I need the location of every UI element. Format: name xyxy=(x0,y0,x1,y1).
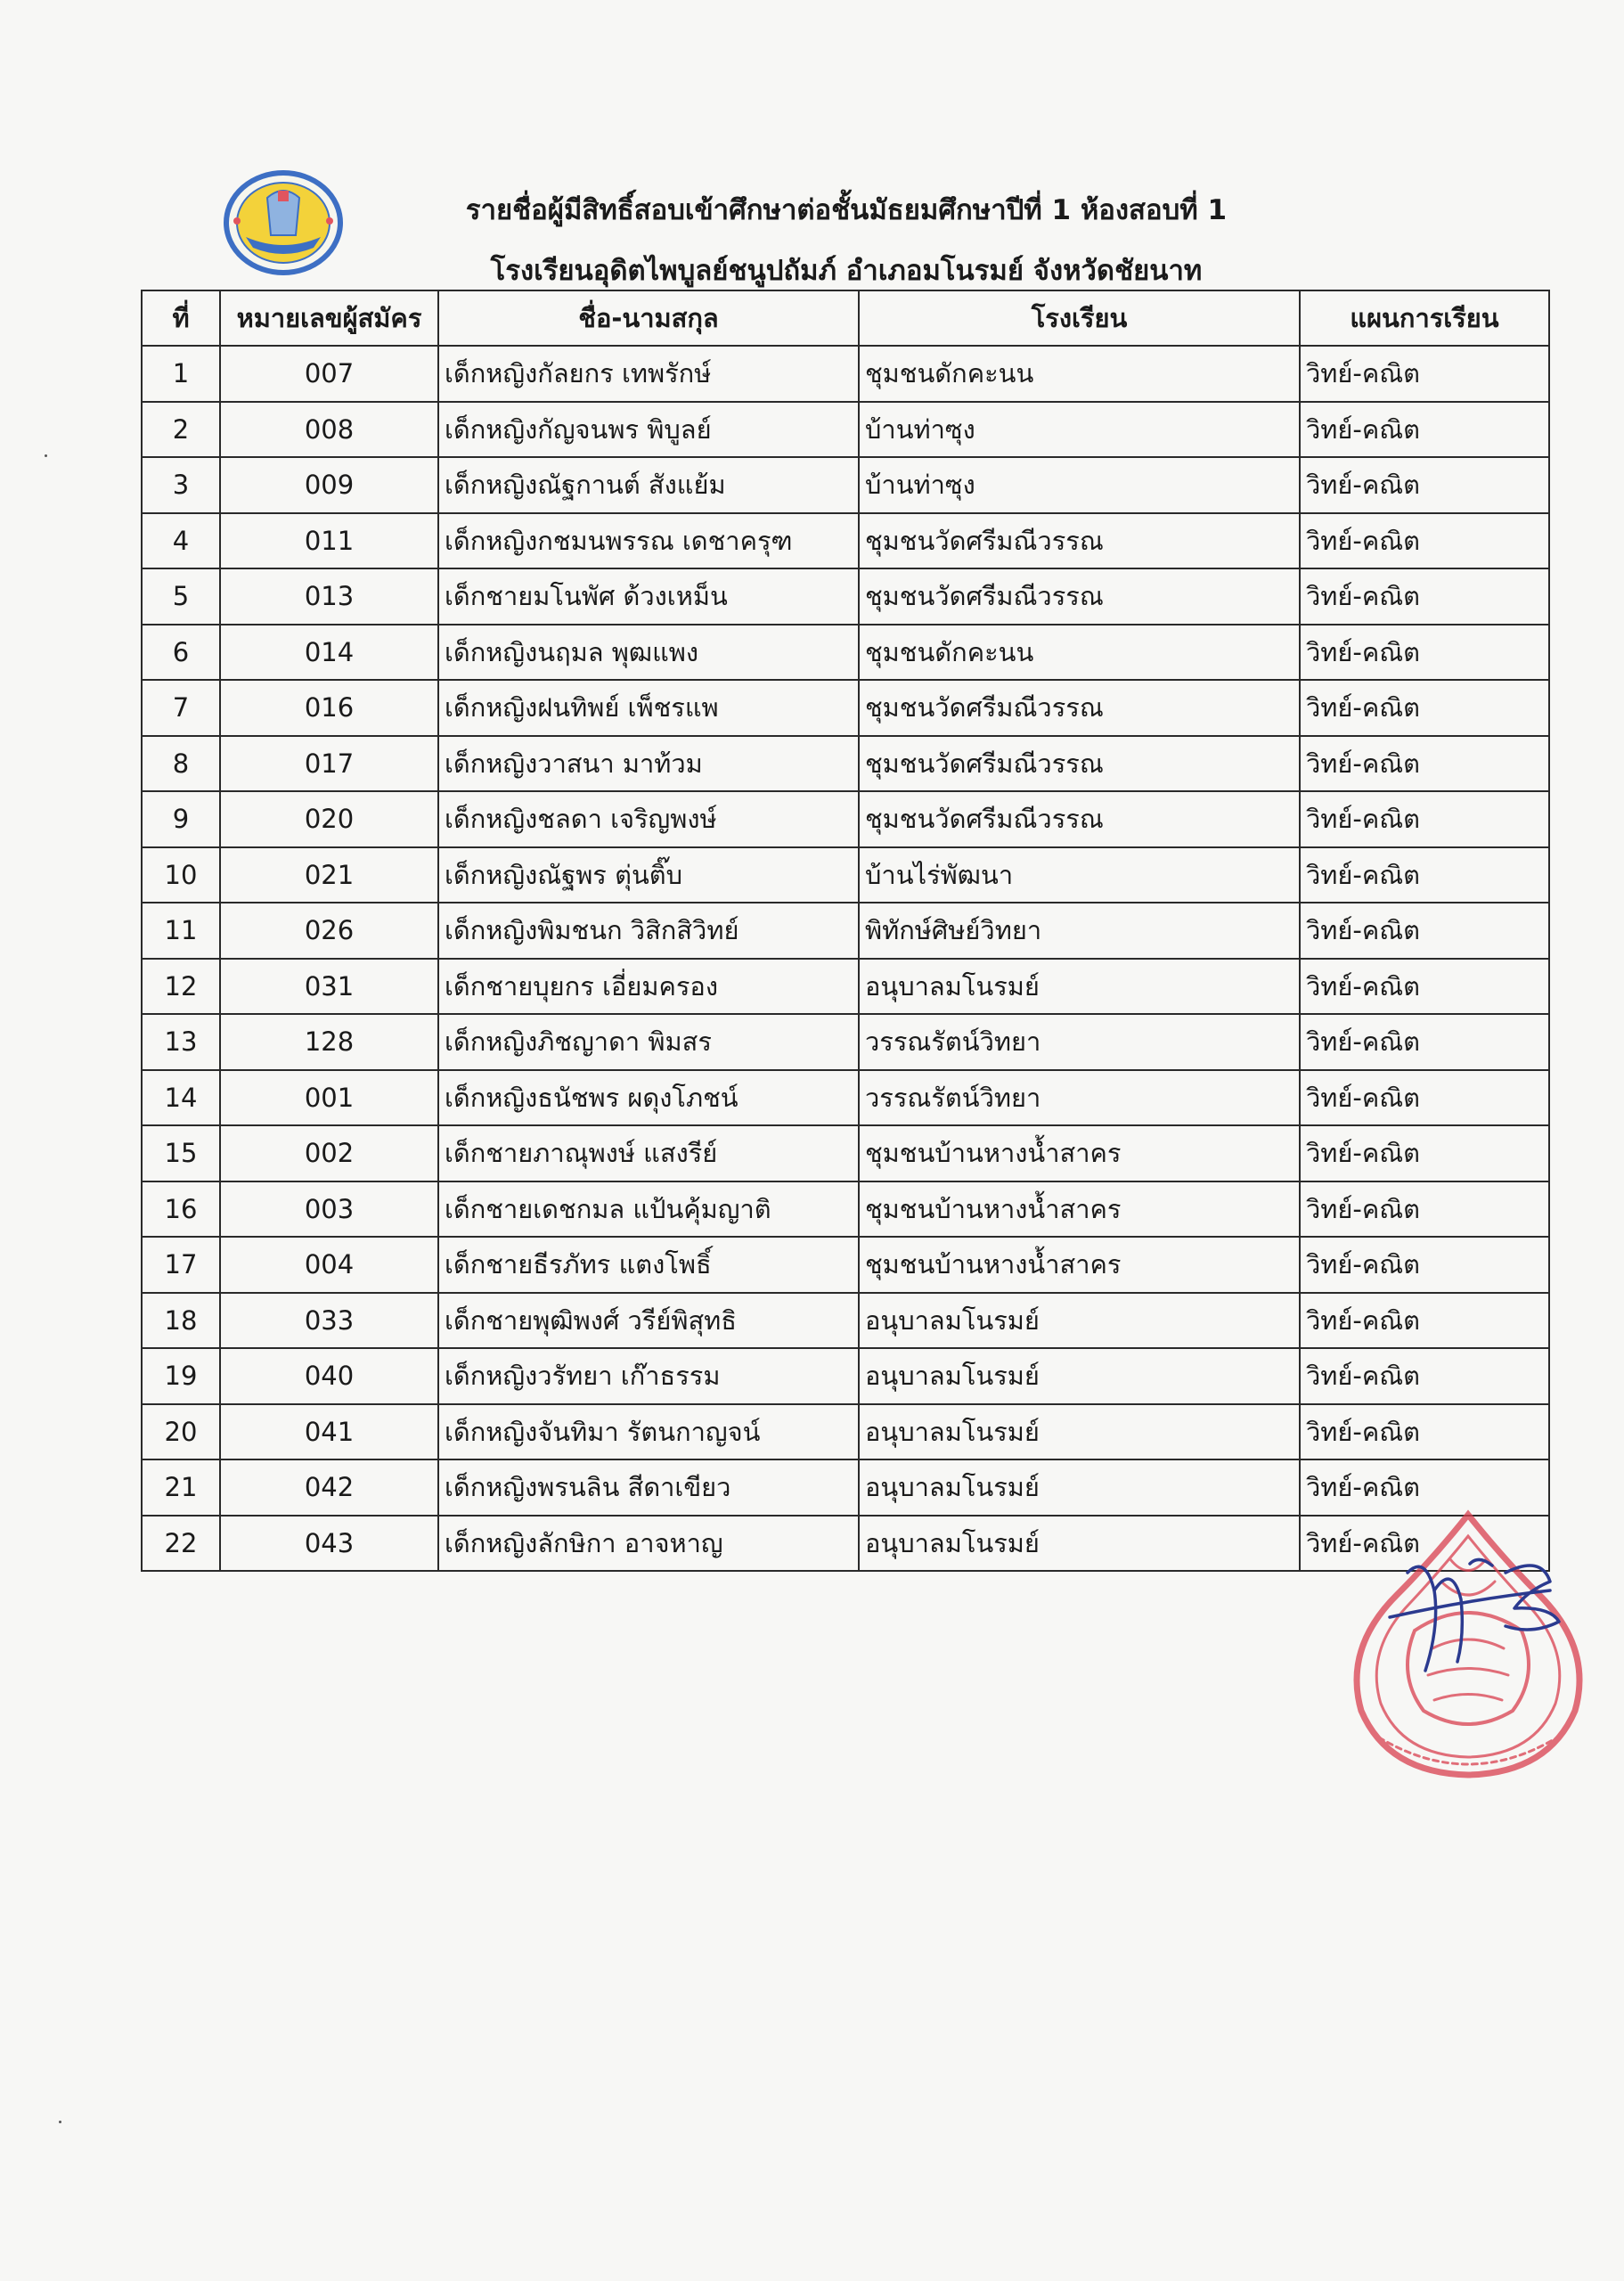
cell-number: 9 xyxy=(142,791,220,847)
cell-school: ชุมชนวัดศรีมณีวรรณ xyxy=(859,736,1300,792)
cell-school: อนุบาลมโนรมย์ xyxy=(859,1404,1300,1460)
cell-applicant-number: 026 xyxy=(220,903,438,959)
cell-full-name: เด็กหญิงกัลยกร เทพรักษ์ xyxy=(438,346,859,402)
table-row xyxy=(142,346,1549,402)
cell-applicant-number: 021 xyxy=(220,847,438,903)
table-row xyxy=(142,1348,1549,1404)
cell-applicant-number: 016 xyxy=(220,680,438,736)
table-row xyxy=(142,1293,1549,1349)
cell-full-name: เด็กหญิงพิมชนก วิสิกสิวิทย์ xyxy=(438,903,859,959)
cell-school: ชุมชนดักคะนน xyxy=(859,625,1300,681)
cell-number: 16 xyxy=(142,1181,220,1238)
cell-program: วิทย์-คณิต xyxy=(1300,791,1549,847)
cell-program: วิทย์-คณิต xyxy=(1300,680,1549,736)
cell-full-name: เด็กหญิงฝนทิพย์ เพ็ชรแพ xyxy=(438,680,859,736)
cell-full-name: เด็กหญิงพรนลิน สีดาเขียว xyxy=(438,1459,859,1516)
cell-program: วิทย์-คณิต xyxy=(1300,736,1549,792)
cell-program: วิทย์-คณิต xyxy=(1300,959,1549,1015)
cell-number: 12 xyxy=(142,959,220,1015)
cell-program: วิทย์-คณิต xyxy=(1300,1125,1549,1181)
cell-school: อนุบาลมโนรมย์ xyxy=(859,959,1300,1015)
speck xyxy=(59,2121,61,2123)
cell-number: 22 xyxy=(142,1516,220,1572)
cell-applicant-number: 128 xyxy=(220,1014,438,1070)
cell-number: 11 xyxy=(142,903,220,959)
cell-school: อนุบาลมโนรมย์ xyxy=(859,1459,1300,1516)
cell-full-name: เด็กชายเดชกมล แป้นคุ้มญาติ xyxy=(438,1181,859,1238)
cell-number: 7 xyxy=(142,680,220,736)
cell-program: วิทย์-คณิต xyxy=(1300,1293,1549,1349)
speck xyxy=(45,454,47,457)
signature-icon xyxy=(1372,1537,1586,1680)
cell-number: 1 xyxy=(142,346,220,402)
cell-program: วิทย์-คณิต xyxy=(1300,346,1549,402)
table-row xyxy=(142,736,1549,792)
cell-number: 6 xyxy=(142,625,220,681)
cell-program: วิทย์-คณิต xyxy=(1300,1459,1549,1516)
cell-full-name: เด็กชายธีรภัทร แตงโพธิ์ xyxy=(438,1237,859,1293)
cell-applicant-number: 020 xyxy=(220,791,438,847)
cell-applicant-number: 004 xyxy=(220,1237,438,1293)
column-header-name: ชื่อ-นามสกุล xyxy=(438,290,859,346)
table-header-row xyxy=(142,290,1549,346)
cell-program: วิทย์-คณิต xyxy=(1300,1404,1549,1460)
cell-number: 17 xyxy=(142,1237,220,1293)
cell-number: 19 xyxy=(142,1348,220,1404)
cell-school: อนุบาลมโนรมย์ xyxy=(859,1516,1300,1572)
cell-program: วิทย์-คณิต xyxy=(1300,1516,1549,1572)
cell-full-name: เด็กหญิงณัฐพร ตุ่นติ๊บ xyxy=(438,847,859,903)
cell-full-name: เด็กหญิงกชมนพรรณ เดชาครุฑ xyxy=(438,513,859,569)
cell-applicant-number: 001 xyxy=(220,1070,438,1126)
cell-number: 8 xyxy=(142,736,220,792)
school-emblem-icon xyxy=(221,168,346,278)
cell-school: บ้านไร่พัฒนา xyxy=(859,847,1300,903)
cell-school: วรรณรัตน์วิทยา xyxy=(859,1014,1300,1070)
cell-full-name: เด็กหญิงวาสนา มาท้วม xyxy=(438,736,859,792)
cell-full-name: เด็กหญิงนฤมล พุฒแพง xyxy=(438,625,859,681)
cell-school: ชุมชนวัดศรีมณีวรรณ xyxy=(859,680,1300,736)
cell-number: 2 xyxy=(142,402,220,458)
cell-program: วิทย์-คณิต xyxy=(1300,1348,1549,1404)
table-row xyxy=(142,1014,1549,1070)
cell-applicant-number: 007 xyxy=(220,346,438,402)
table-row xyxy=(142,903,1549,959)
cell-program: วิทย์-คณิต xyxy=(1300,457,1549,513)
cell-applicant-number: 017 xyxy=(220,736,438,792)
cell-school: ชุมชนวัดศรีมณีวรรณ xyxy=(859,568,1300,625)
cell-applicant-number: 040 xyxy=(220,1348,438,1404)
cell-full-name: เด็กชายบุยกร เอี่ยมครอง xyxy=(438,959,859,1015)
cell-program: วิทย์-คณิต xyxy=(1300,568,1549,625)
cell-school: พิทักษ์ศิษย์วิทยา xyxy=(859,903,1300,959)
document-subtitle: โรงเรียนอุดิตไพบูลย์ชนูปถัมภ์ อำเภอมโนรมย์ จังหวัดชัยนาท xyxy=(490,255,1203,287)
cell-school: ชุมชนบ้านหางน้ำสาคร xyxy=(859,1237,1300,1293)
cell-number: 15 xyxy=(142,1125,220,1181)
document-title: รายชื่อผู้มีสิทธิ์สอบเข้าศึกษาต่อชั้นมัธยมศึกษาปีที่ 1 ห้องสอบที่ 1 xyxy=(465,194,1228,226)
table-row xyxy=(142,791,1549,847)
table-row xyxy=(142,513,1549,569)
cell-school: ชุมชนบ้านหางน้ำสาคร xyxy=(859,1181,1300,1238)
cell-program: วิทย์-คณิต xyxy=(1300,903,1549,959)
cell-number: 4 xyxy=(142,513,220,569)
cell-school: อนุบาลมโนรมย์ xyxy=(859,1348,1300,1404)
cell-school: บ้านท่าซุง xyxy=(859,402,1300,458)
cell-applicant-number: 031 xyxy=(220,959,438,1015)
cell-school: ชุมชนดักคะนน xyxy=(859,346,1300,402)
cell-program: วิทย์-คณิต xyxy=(1300,513,1549,569)
cell-applicant-number: 041 xyxy=(220,1404,438,1460)
cell-school: บ้านท่าซุง xyxy=(859,457,1300,513)
cell-program: วิทย์-คณิต xyxy=(1300,1014,1549,1070)
cell-school: ชุมชนวัดศรีมณีวรรณ xyxy=(859,513,1300,569)
cell-full-name: เด็กหญิงกัญจนพร พิบูลย์ xyxy=(438,402,859,458)
table-row xyxy=(142,680,1549,736)
cell-number: 18 xyxy=(142,1293,220,1349)
cell-full-name: เด็กหญิงณัฐกานต์ สังแย้ม xyxy=(438,457,859,513)
cell-number: 13 xyxy=(142,1014,220,1070)
cell-number: 3 xyxy=(142,457,220,513)
table-row xyxy=(142,847,1549,903)
cell-applicant-number: 014 xyxy=(220,625,438,681)
cell-full-name: เด็กชายพุฒิพงศ์ วรีย์พิสุทธิ xyxy=(438,1293,859,1349)
table-row xyxy=(142,1404,1549,1460)
table-row xyxy=(142,457,1549,513)
cell-school: อนุบาลมโนรมย์ xyxy=(859,1293,1300,1349)
column-header-program: แผนการเรียน xyxy=(1300,290,1549,346)
cell-school: ชุมชนบ้านหางน้ำสาคร xyxy=(859,1125,1300,1181)
cell-school: วรรณรัตน์วิทยา xyxy=(859,1070,1300,1126)
cell-applicant-number: 008 xyxy=(220,402,438,458)
column-header-no: ที่ xyxy=(142,290,220,346)
column-header-school: โรงเรียน xyxy=(859,290,1300,346)
cell-applicant-number: 011 xyxy=(220,513,438,569)
table-row xyxy=(142,1070,1549,1126)
cell-school: ชุมชนวัดศรีมณีวรรณ xyxy=(859,791,1300,847)
table-row xyxy=(142,625,1549,681)
table-row xyxy=(142,402,1549,458)
cell-applicant-number: 009 xyxy=(220,457,438,513)
cell-program: วิทย์-คณิต xyxy=(1300,1070,1549,1126)
cell-number: 14 xyxy=(142,1070,220,1126)
cell-number: 20 xyxy=(142,1404,220,1460)
table-row xyxy=(142,959,1549,1015)
table-row xyxy=(142,1125,1549,1181)
cell-applicant-number: 002 xyxy=(220,1125,438,1181)
cell-number: 5 xyxy=(142,568,220,625)
table-row xyxy=(142,1237,1549,1293)
cell-program: วิทย์-คณิต xyxy=(1300,625,1549,681)
cell-applicant-number: 013 xyxy=(220,568,438,625)
table-row xyxy=(142,568,1549,625)
cell-program: วิทย์-คณิต xyxy=(1300,847,1549,903)
cell-full-name: เด็กหญิงวรัทยา เก๊าธรรม xyxy=(438,1348,859,1404)
cell-full-name: เด็กชายภาณุพงษ์ แสงรีย์ xyxy=(438,1125,859,1181)
column-header-applicant-number: หมายเลขผู้สมัคร xyxy=(220,290,438,346)
cell-full-name: เด็กหญิงชลดา เจริญพงษ์ xyxy=(438,791,859,847)
cell-program: วิทย์-คณิต xyxy=(1300,402,1549,458)
table-row xyxy=(142,1181,1549,1238)
cell-full-name: เด็กหญิงธนัชพร ผดุงโภชน์ xyxy=(438,1070,859,1126)
cell-applicant-number: 003 xyxy=(220,1181,438,1238)
cell-program: วิทย์-คณิต xyxy=(1300,1181,1549,1238)
cell-number: 10 xyxy=(142,847,220,903)
cell-applicant-number: 033 xyxy=(220,1293,438,1349)
cell-applicant-number: 042 xyxy=(220,1459,438,1516)
cell-full-name: เด็กหญิงจันทิมา รัตนกาญจน์ xyxy=(438,1404,859,1460)
cell-program: วิทย์-คณิต xyxy=(1300,1237,1549,1293)
cell-full-name: เด็กหญิงภิชญาดา พิมสร xyxy=(438,1014,859,1070)
cell-full-name: เด็กชายมโนพัศ ด้วงเหม็น xyxy=(438,568,859,625)
candidate-table xyxy=(141,290,1550,1572)
cell-applicant-number: 043 xyxy=(220,1516,438,1572)
cell-full-name: เด็กหญิงลักษิกา อาจหาญ xyxy=(438,1516,859,1572)
cell-number: 21 xyxy=(142,1459,220,1516)
